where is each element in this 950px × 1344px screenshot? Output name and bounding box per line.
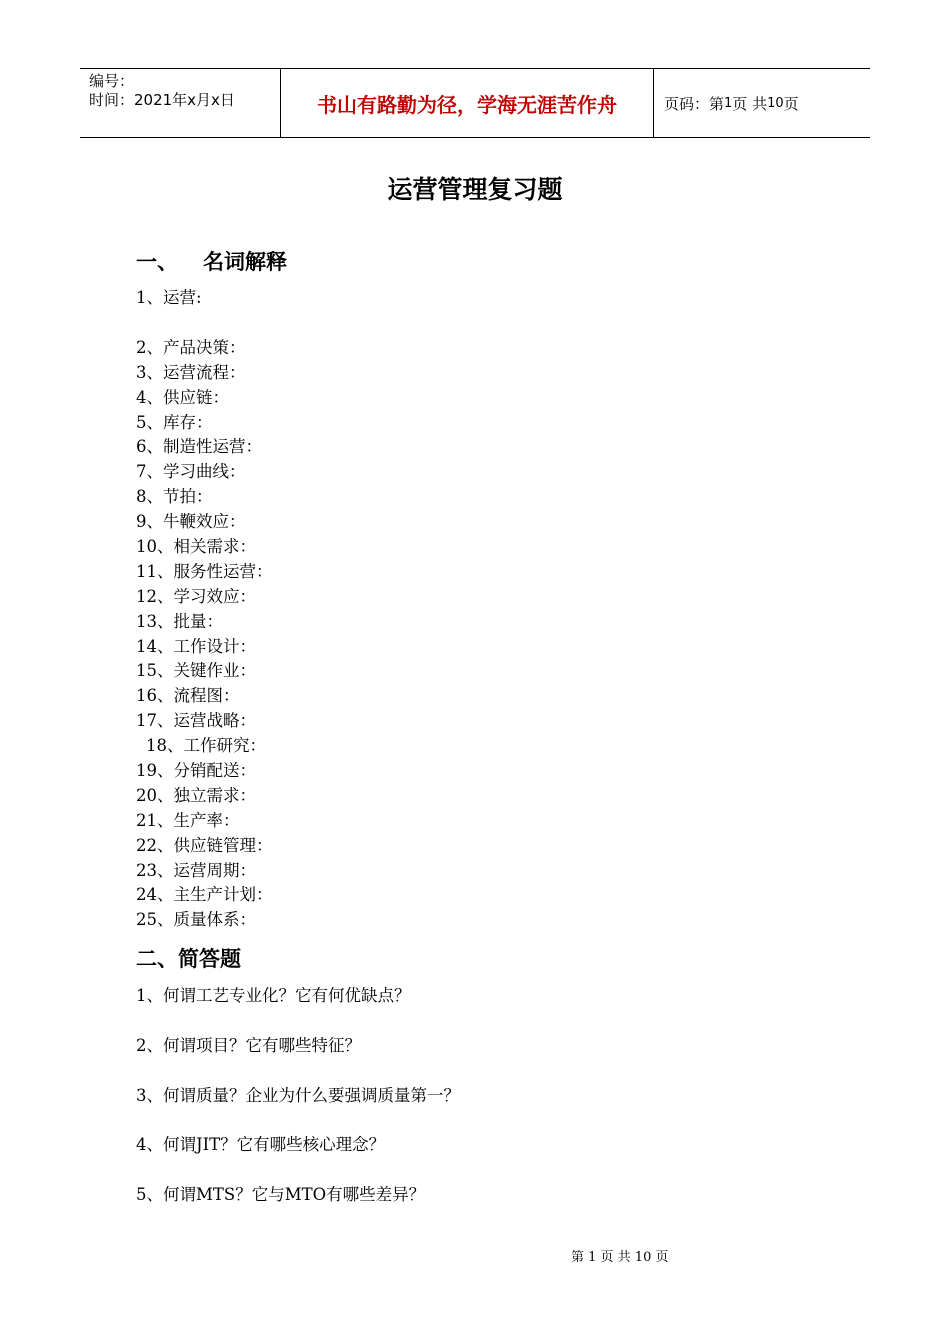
- list-item: 16、流程图：: [136, 686, 240, 706]
- time-label: 时间：2021年x月x日: [89, 91, 235, 109]
- list-item: 22、供应链管理：: [136, 835, 273, 855]
- page-label-mid: 页 共: [732, 94, 768, 113]
- list-item: 10、相关需求：: [136, 537, 256, 557]
- term-list: [136, 286, 273, 933]
- list-item: 21、生产率：: [136, 810, 240, 830]
- page-label-suffix: 页: [783, 94, 799, 113]
- list-item: 24、主生产计划：: [136, 885, 273, 905]
- list-item: 3、何谓质量？企业为什么要强调质量第一？: [136, 1085, 460, 1105]
- list-item: 1、运营:: [136, 288, 202, 307]
- list-item: 8、节拍：: [136, 487, 213, 507]
- list-item: 19、分销配送：: [136, 761, 256, 781]
- list-item: 14、工作设计：: [136, 636, 256, 656]
- header-page-info: [654, 69, 870, 137]
- section-heading-questions: 二、简答题: [136, 947, 241, 971]
- list-item: 25、质量体系：: [136, 910, 256, 930]
- number-label: 编号：: [89, 72, 135, 90]
- section-title: 名词解释: [203, 250, 287, 274]
- list-item: 20、独立需求：: [136, 785, 256, 805]
- list-item: 3、运营流程：: [136, 362, 246, 382]
- list-item: 13、批量：: [136, 611, 223, 631]
- list-item: 1、何谓工艺专业化？它有何优缺点？: [136, 986, 411, 1005]
- page-footer: 第 1 页 共 10 页: [571, 1250, 669, 1265]
- page-total: 10: [767, 95, 784, 111]
- list-item: 6、制造性运营：: [136, 437, 262, 457]
- header-meta: [80, 69, 281, 137]
- list-item: 9、牛鞭效应：: [136, 512, 246, 532]
- section-number: 一、: [136, 250, 178, 274]
- question-list: [136, 983, 460, 1232]
- section-heading-terms: [136, 246, 287, 276]
- list-item: 7、学习曲线：: [136, 462, 246, 482]
- list-item: 15、关键作业：: [136, 661, 256, 681]
- list-item: 2、产品决策：: [136, 337, 246, 357]
- list-item: 2、何谓项目？它有哪些特征？: [136, 1035, 361, 1055]
- list-item: 17、运营战略：: [136, 711, 256, 731]
- list-item: 23、运营周期：: [136, 860, 256, 880]
- list-item: 5、何谓MTS？它与MTO有哪些差异？: [136, 1185, 426, 1205]
- page-current: 1: [724, 95, 733, 111]
- document-title: 运营管理复习题: [387, 175, 563, 204]
- list-item: 4、供应链：: [136, 387, 229, 407]
- list-item: 12、学习效应：: [136, 586, 256, 606]
- list-item: 11、服务性运营：: [136, 561, 273, 581]
- header-motto: 书山有路勤为径，学海无涯苦作舟: [281, 69, 654, 137]
- list-item: 18、工作研究：: [146, 736, 266, 756]
- page-header: [80, 68, 870, 138]
- list-item: 5、库存：: [136, 412, 213, 432]
- page-label-prefix: 页码：第: [664, 94, 725, 113]
- list-item: 4、何谓JIT？它有哪些核心理念？: [136, 1135, 386, 1155]
